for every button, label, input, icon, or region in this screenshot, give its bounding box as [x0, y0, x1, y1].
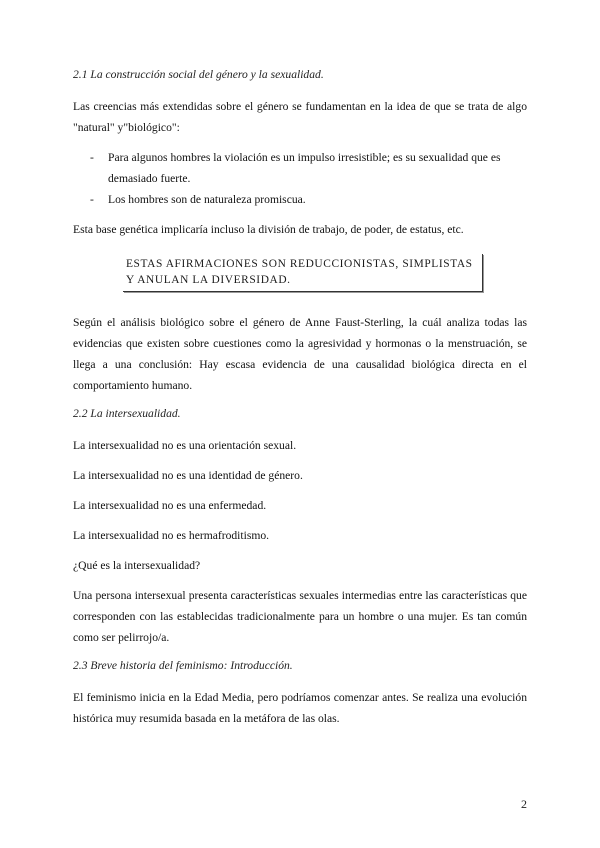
list-item — [73, 147, 527, 189]
list-item — [73, 189, 527, 210]
paragraph-intersex-definition: Una persona intersexual presenta características sexuales intermedias entre las características que corresponden con las establecidas tradicionalmente para un hombre o una mujer. Es tan común como ser pelirrojo/a. — [73, 589, 527, 644]
section-heading-2-1: 2.1 La construcción social del género y la sexualidad. — [73, 68, 324, 81]
intersex-statement: La intersexualidad no es una enfermedad. — [73, 499, 267, 512]
paragraph-biological-analysis: Según el análisis biológico sobre el género de Anne Faust-Sterling, la cuál analiza todas las evidencias que existen sobre cuestiones como la agresividad y hormonas o la menstruación, se llega a una conclusión: Hay escasa evidencia de una causalidad biológica directa en el comportamiento humano. — [73, 316, 527, 392]
bullet-dash: - — [90, 151, 94, 164]
list-item-text: Los hombres son de naturaleza promiscua. — [108, 193, 306, 206]
intersex-question: ¿Qué es la intersexualidad? — [73, 559, 201, 572]
intersex-statement: La intersexualidad no es una identidad de género. — [73, 469, 303, 482]
section-heading-2-2: 2.2 La intersexualidad. — [73, 407, 181, 420]
page-number: 2 — [521, 797, 527, 811]
intersex-statement: La intersexualidad no es una orientación sexual. — [73, 439, 297, 452]
paragraph-genetic-basis: Esta base genética implicaría incluso la división de trabajo, de poder, de estatus, etc. — [73, 223, 464, 236]
intersex-statement: La intersexualidad no es hermafroditismo. — [73, 529, 270, 542]
callout-box: ESTAS AFIRMACIONES SON REDUCCIONISTAS, SIMPLISTAS Y ANULAN LA DIVERSIDAD. — [123, 254, 483, 292]
document-page — [73, 66, 527, 738]
section-heading-2-3: 2.3 Breve historia del feminismo: Introducción. — [73, 659, 293, 672]
paragraph-gender-beliefs: Las creencias más extendidas sobre el género se fundamentan en la idea de que se trata de algo "natural" y"biológico": — [73, 100, 527, 134]
list-item-text: Para algunos hombres la violación es un impulso irresistible; es su sexualidad que es demasiado fuerte. — [108, 151, 501, 185]
bullet-dash: - — [90, 193, 94, 206]
bullet-list — [73, 147, 527, 210]
paragraph-feminism-intro: El feminismo inicia en la Edad Media, pero podríamos comenzar antes. Se realiza una evolución histórica muy resumida basada en la metáfora de las olas. — [73, 691, 527, 725]
